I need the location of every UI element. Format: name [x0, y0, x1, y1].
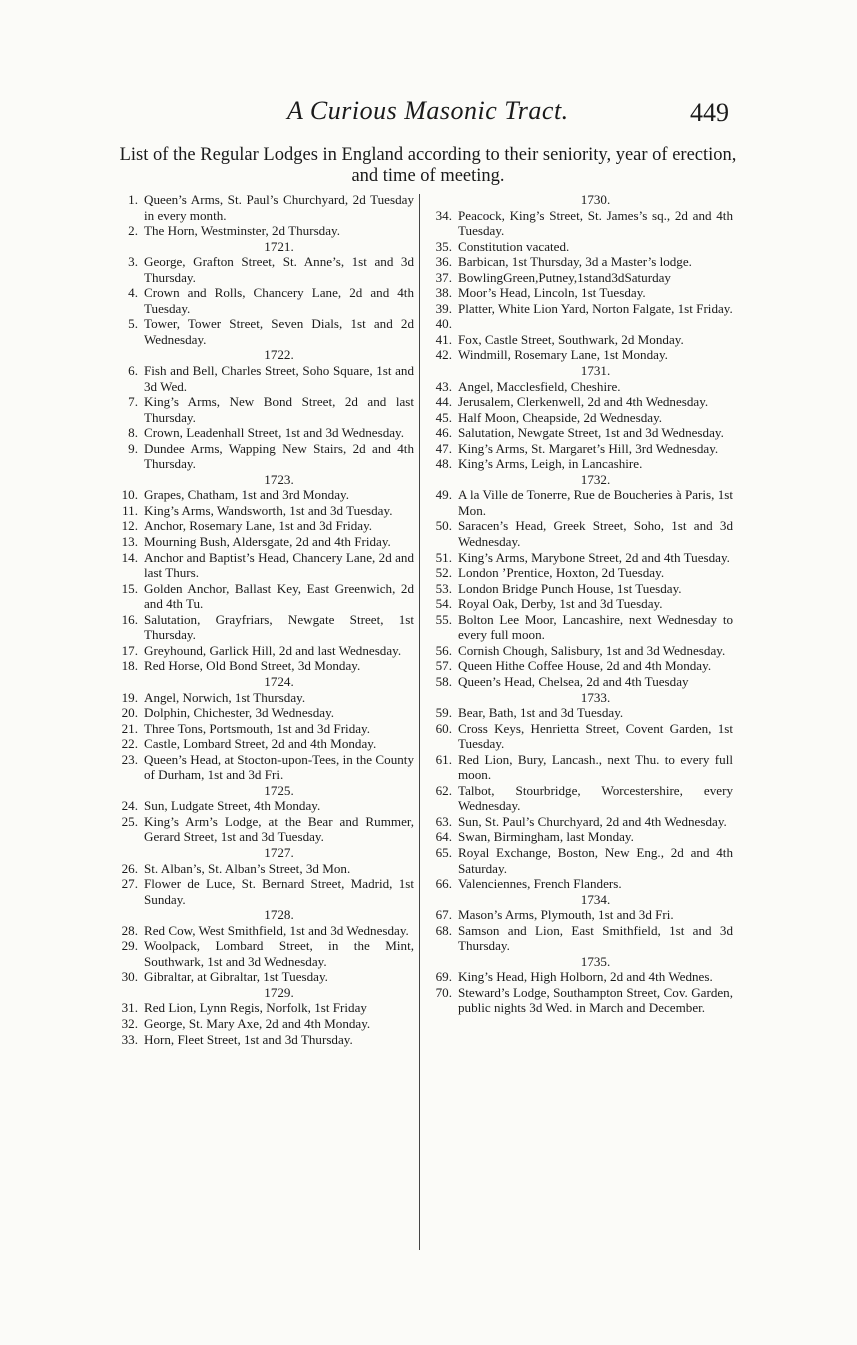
lodge-entry: [428, 410, 733, 426]
lodge-details: Red Cow, West Smithfield, 1st and 3d Wednesday.: [144, 922, 409, 938]
lodge-entry: [114, 285, 414, 316]
lodge-details: Bolton Lee Moor, Lancashire, next Wednesday to every full moon.: [458, 611, 733, 643]
lodge-details: St. Alban’s, St. Alban’s Street, 3d Mon.: [144, 860, 351, 876]
lodge-entry: [428, 845, 733, 876]
lodge-entry: [428, 332, 733, 348]
lodge-number: 37.: [435, 269, 452, 285]
lodge-details: Red Lion, Lynn Regis, Norfolk, 1st Friday: [144, 1000, 367, 1016]
lodge-number: 29.: [121, 938, 138, 954]
lodge-number: 32.: [121, 1015, 138, 1031]
lodge-number: 1.: [128, 192, 138, 207]
lodge-number: 58.: [435, 673, 452, 689]
lodge-number: 59.: [435, 705, 452, 721]
lodge-number: 44.: [435, 394, 452, 410]
lodge-entry: [114, 441, 414, 472]
lodge-details: Windmill, Rosemary Lane, 1st Monday.: [458, 347, 668, 363]
lodge-number: 70.: [435, 984, 452, 1000]
lodge-entry: [428, 565, 733, 581]
lodge-number: 65.: [435, 844, 452, 860]
lodge-details: Sun, Ludgate Street, 4th Monday.: [144, 798, 321, 814]
year-heading: 1721.: [264, 238, 294, 254]
lodge-number: 51.: [435, 549, 452, 565]
lodge-details: Mason’s Arms, Plymouth, 1st and 3d Fri.: [458, 907, 674, 923]
lodge-entry: [428, 347, 733, 363]
year-heading: 1728.: [264, 907, 294, 923]
lodge-details: Castle, Lombard Street, 2d and 4th Monday.: [144, 736, 377, 752]
lodge-entry: [428, 985, 733, 1016]
lodge-number: 11.: [122, 502, 138, 518]
lodge-entry: [114, 394, 414, 425]
lodge-details: Fox, Castle Street, Southwark, 2d Monday.: [458, 331, 684, 347]
year-heading: 1725.: [264, 782, 294, 798]
lodge-number: 63.: [435, 813, 452, 829]
lodge-details: Half Moon, Cheapside, 2d Wednesday.: [458, 409, 663, 425]
lodge-number: 33.: [121, 1031, 138, 1047]
lodge-details: Salutation, Newgate Street, 1st and 3d Wednesday.: [458, 425, 724, 441]
lodge-entry: [114, 223, 414, 239]
year-heading: 1733.: [580, 689, 611, 705]
lodge-entry: [114, 736, 414, 752]
lodge-details: Queen’s Arms, St. Paul’s Churchyard, 2d Tuesday in every month.: [144, 192, 414, 223]
lodge-details: Steward’s Lodge, Southampton Street, Cov. Garden, public nights 3d Wed. in March and December.: [458, 984, 733, 1016]
lodge-number: 48.: [435, 456, 452, 472]
lodge-entry: [428, 612, 733, 643]
lodge-entry: [114, 503, 414, 519]
lodge-number: 24.: [121, 798, 138, 814]
lodge-number: 40.: [435, 316, 452, 332]
lodge-details: Salutation, Grayfriars, Newgate Street, 1st Thursday.: [144, 611, 414, 643]
lodge-number: 7.: [128, 394, 138, 410]
lodge-details: A la Ville de Tonerre, Rue de Boucheries à Paris, 1st Mon.: [458, 487, 733, 518]
lodge-details: Fish and Bell, Charles Street, Soho Square, 1st and 3d Wed.: [144, 363, 414, 394]
lodge-number: 3.: [128, 254, 138, 270]
lodge-details: Cross Keys, Henrietta Street, Covent Garden, 1st Tuesday.: [458, 720, 733, 752]
lodge-number: 68.: [435, 922, 452, 938]
lodge-details: Peacock, King’s Street, St. James’s sq., 2d and 4th Tuesday.: [458, 207, 733, 239]
lodge-number: 55.: [435, 611, 452, 627]
lodge-entry: [428, 705, 733, 721]
lodge-entry: [428, 254, 733, 270]
lodge-details: Samson and Lion, East Smithfield, 1st and 3d Thursday.: [458, 922, 733, 954]
lodge-entry: [428, 658, 733, 674]
lodge-details: Anchor and Baptist’s Head, Chancery Lane, 2d and last Thurs.: [144, 549, 414, 581]
lodge-number: 2.: [128, 223, 138, 239]
lodge-entry: [428, 487, 733, 518]
lodge-number: 67.: [435, 907, 452, 923]
lodge-entry: [114, 876, 414, 907]
lodge-details: Queen’s Head, at Stocton-upon-Tees, in the County of Durham, 1st and 3d Fri.: [144, 751, 414, 783]
lodge-details: Crown and Rolls, Chancery Lane, 2d and 4th Tuesday.: [144, 285, 414, 316]
lodge-details: [458, 316, 733, 332]
lodge-details: King’s Arms, Marybone Street, 2d and 4th Tuesday.: [458, 549, 730, 565]
right-column: [428, 192, 733, 1016]
lodge-entry: [114, 814, 414, 845]
lodge-details: Angel, Macclesfield, Cheshire.: [458, 378, 621, 394]
lodge-entry: [114, 798, 414, 814]
lodge-details: Royal Exchange, Boston, New Eng., 2d and 4th Saturday.: [458, 844, 733, 876]
lodge-entry: [428, 969, 733, 985]
lodge-number: 21.: [121, 720, 138, 736]
lodge-details: Grapes, Chatham, 1st and 3rd Monday.: [144, 487, 349, 503]
page-number: 449: [690, 98, 729, 127]
lodge-number: 62.: [435, 782, 452, 798]
lodge-entry: [114, 643, 414, 659]
lodge-number: 9.: [128, 440, 138, 456]
lodge-details: Red Horse, Old Bond Street, 3d Monday.: [144, 658, 361, 674]
lodge-number: 12.: [121, 518, 138, 534]
lodge-number: 5.: [128, 316, 138, 332]
lodge-entry: [428, 518, 733, 549]
lodge-entry: [428, 285, 733, 301]
lodge-entry: [114, 690, 414, 706]
lodge-details: Cornish Chough, Salisbury, 1st and 3d Wednesday.: [458, 642, 726, 658]
lodge-entry: [428, 907, 733, 923]
lodge-entry: [114, 1032, 414, 1048]
lodge-number: 47.: [435, 440, 452, 456]
lodge-number: 18.: [121, 658, 138, 674]
lodge-details: Talbot, Stourbridge, Worcestershire, every Wednesday.: [458, 782, 733, 814]
lodge-number: 53.: [435, 580, 452, 596]
lodge-details: Greyhound, Garlick Hill, 2d and last Wednesday.: [144, 642, 402, 658]
lodge-number: 28.: [121, 922, 138, 938]
lodge-details: London Bridge Punch House, 1st Tuesday.: [458, 580, 682, 596]
lodge-number: 34.: [435, 207, 452, 223]
lodge-number: 16.: [121, 611, 138, 627]
lodge-details: Queen Hithe Coffee House, 2d and 4th Monday.: [458, 658, 712, 674]
lodge-number: 35.: [435, 238, 452, 254]
lodge-entry: [428, 596, 733, 612]
lodge-entry: [114, 487, 414, 503]
lodge-entry: [114, 363, 414, 394]
lodge-details: Red Lion, Bury, Lancash., next Thu. to every full moon.: [458, 751, 733, 783]
lodge-details: Swan, Birmingham, last Monday.: [458, 829, 634, 845]
lodge-details: George, St. Mary Axe, 2d and 4th Monday.: [144, 1015, 371, 1031]
lodge-number: 49.: [435, 487, 452, 503]
lodge-number: 30.: [121, 969, 138, 985]
lodge-details: King’s Head, High Holborn, 2d and 4th Wednes.: [458, 969, 713, 985]
lodge-number: 56.: [435, 642, 452, 658]
lodge-number: 61.: [435, 751, 452, 767]
lodge-entry: [428, 208, 733, 239]
list-heading: List of the Regular Lodges in England according to their seniority, year of erection, and time of meeting.: [119, 145, 737, 186]
lodge-details: Three Tons, Portsmouth, 1st and 3d Friday.: [144, 720, 371, 736]
lodge-entry: [114, 518, 414, 534]
lodge-entry: [428, 643, 733, 659]
lodge-entry: [428, 394, 733, 410]
year-heading: 1729.: [264, 984, 294, 1000]
year-heading: 1732.: [580, 471, 611, 487]
lodge-entry: [114, 923, 414, 939]
lodge-number: 23.: [121, 751, 138, 767]
column-divider: [419, 194, 420, 1250]
lodge-entry: [428, 270, 733, 286]
lodge-number: 8.: [128, 425, 138, 441]
lodge-entry: [428, 456, 733, 472]
lodge-entry: [114, 752, 414, 783]
lodge-number: 39.: [435, 300, 452, 316]
lodge-details: George, Grafton Street, St. Anne’s, 1st and 3d Thursday.: [144, 254, 414, 285]
lodge-entry: [114, 721, 414, 737]
lodge-details: King’s Arms, New Bond Street, 2d and last Thursday.: [144, 394, 414, 425]
lodge-entry: [428, 752, 733, 783]
lodge-entry: [114, 254, 414, 285]
lodge-entry: [428, 441, 733, 457]
lodge-entry: [114, 1000, 414, 1016]
lodge-number: 57.: [435, 658, 452, 674]
lodge-details: Flower de Luce, St. Bernard Street, Madrid, 1st Sunday.: [144, 876, 414, 907]
lodge-entry: [114, 969, 414, 985]
lodge-entry: [114, 192, 414, 223]
lodge-number: 36.: [435, 254, 452, 270]
lodge-details: Tower, Tower Street, Seven Dials, 1st and 2d Wednesday.: [144, 316, 414, 347]
lodge-details: Dundee Arms, Wapping New Stairs, 2d and 4th Thursday.: [144, 440, 414, 472]
lodge-details: London ’Prentice, Hoxton, 2d Tuesday.: [458, 565, 665, 581]
lodge-number: 31.: [121, 1000, 138, 1016]
lodge-entry: [114, 550, 414, 581]
lodge-entry: [114, 658, 414, 674]
lodge-number: 25.: [121, 813, 138, 829]
lodge-details: Bear, Bath, 1st and 3d Tuesday.: [458, 705, 624, 721]
lodge-entry: [428, 581, 733, 597]
lodge-number: 69.: [435, 969, 452, 985]
lodge-number: 15.: [121, 580, 138, 596]
lodge-number: 14.: [121, 549, 138, 565]
lodge-entry: [428, 550, 733, 566]
lodge-details: King’s Arms, St. Margaret’s Hill, 3rd Wednesday.: [458, 440, 719, 456]
lodge-number: 6.: [128, 363, 138, 379]
lodge-number: 50.: [435, 518, 452, 534]
lodge-number: 66.: [435, 876, 452, 892]
lodge-entry: [428, 301, 733, 317]
lodge-number: 4.: [128, 285, 138, 301]
lodge-entry: [114, 425, 414, 441]
lodge-details: Queen’s Head, Chelsea, 2d and 4th Tuesday: [458, 673, 689, 689]
year-heading: 1730.: [580, 192, 611, 207]
lodge-details: The Horn, Westminster, 2d Thursday.: [144, 223, 341, 239]
year-heading: 1724.: [264, 673, 294, 689]
lodge-number: 13.: [121, 534, 138, 550]
lodge-number: 41.: [435, 331, 452, 347]
lodge-details: King’s Arms, Wandsworth, 1st and 3d Tuesday.: [144, 502, 393, 518]
lodge-details: Woolpack, Lombard Street, in the Mint, Southwark, 1st and 3d Wednesday.: [144, 938, 414, 969]
lodge-entry: [428, 876, 733, 892]
lodge-details: Anchor, Rosemary Lane, 1st and 3d Friday.: [144, 518, 373, 534]
lodge-number: 26.: [121, 860, 138, 876]
lodge-details: Constitution vacated.: [458, 238, 570, 254]
running-title: A Curious Masonic Tract.: [287, 96, 569, 125]
lodge-entry: [428, 316, 733, 332]
left-column: [114, 192, 414, 1047]
lodge-details: Platter, White Lion Yard, Norton Falgate, 1st Friday.: [458, 300, 733, 316]
lodge-details: Saracen’s Head, Greek Street, Soho, 1st and 3d Wednesday.: [458, 518, 733, 550]
lodge-entry: [428, 829, 733, 845]
lodge-number: 43.: [435, 378, 452, 394]
lodge-number: 60.: [435, 720, 452, 736]
lodge-entry: [428, 239, 733, 255]
lodge-entry: [428, 923, 733, 954]
year-heading: 1727.: [264, 844, 294, 860]
lodge-number: 64.: [435, 829, 452, 845]
lodge-details: Valenciennes, French Flanders.: [458, 876, 622, 892]
lodge-number: 38.: [435, 285, 452, 301]
lodge-details: Gibraltar, at Gibraltar, 1st Tuesday.: [144, 969, 328, 985]
lodge-number: 52.: [435, 565, 452, 581]
lodge-details: Moor’s Head, Lincoln, 1st Tuesday.: [458, 285, 646, 301]
lodge-details: Golden Anchor, Ballast Key, East Greenwich, 2d and 4th Tu.: [144, 580, 414, 612]
lodge-entry: [428, 379, 733, 395]
lodge-entry: [114, 1016, 414, 1032]
lodge-details: King’s Arm’s Lodge, at the Bear and Rummer, Gerard Street, 1st and 3d Tuesday.: [144, 813, 414, 845]
lodge-details: BowlingGreen,Putney,1stand3dSaturday: [458, 269, 671, 285]
lodge-entry: [428, 425, 733, 441]
year-heading: 1723.: [264, 471, 294, 487]
lodge-entry: [428, 783, 733, 814]
lodge-entry: [114, 612, 414, 643]
lodge-details: Royal Oak, Derby, 1st and 3d Tuesday.: [458, 596, 663, 612]
lodge-entry: [114, 534, 414, 550]
year-heading: 1735.: [580, 953, 611, 969]
lodge-entry: [114, 938, 414, 969]
lodge-number: 10.: [121, 487, 138, 503]
lodge-details: King’s Arms, Leigh, in Lancashire.: [458, 456, 643, 472]
year-heading: 1722.: [264, 347, 294, 363]
lodge-details: Dolphin, Chichester, 3d Wednesday.: [144, 705, 335, 721]
lodge-number: 19.: [121, 689, 138, 705]
lodge-details: Jerusalem, Clerkenwell, 2d and 4th Wednesday.: [458, 394, 709, 410]
lodge-number: 46.: [435, 425, 452, 441]
lodge-details: Mourning Bush, Aldersgate, 2d and 4th Friday.: [144, 534, 391, 550]
lodge-entry: [428, 674, 733, 690]
lodge-number: 17.: [121, 642, 138, 658]
lodge-entry: [114, 316, 414, 347]
lodge-entry: [428, 721, 733, 752]
lodge-details: Angel, Norwich, 1st Thursday.: [144, 689, 306, 705]
lodge-number: 22.: [121, 736, 138, 752]
lodge-details: Crown, Leadenhall Street, 1st and 3d Wednesday.: [144, 425, 405, 441]
year-heading: 1731.: [580, 363, 611, 379]
lodge-entry: [428, 814, 733, 830]
year-heading: 1734.: [580, 891, 611, 907]
lodge-details: Barbican, 1st Thursday, 3d a Master’s lodge.: [458, 254, 692, 270]
lodge-number: 27.: [121, 876, 138, 892]
lodge-number: 54.: [435, 596, 452, 612]
lodge-details: Horn, Fleet Street, 1st and 3d Thursday.: [144, 1031, 353, 1047]
lodge-entry: [114, 861, 414, 877]
lodge-number: 20.: [121, 705, 138, 721]
lodge-details: Sun, St. Paul’s Churchyard, 2d and 4th Wednesday.: [458, 813, 727, 829]
lodge-entry: [114, 705, 414, 721]
lodge-number: 42.: [435, 347, 452, 363]
lodge-number: 45.: [435, 409, 452, 425]
lodge-entry: [114, 581, 414, 612]
